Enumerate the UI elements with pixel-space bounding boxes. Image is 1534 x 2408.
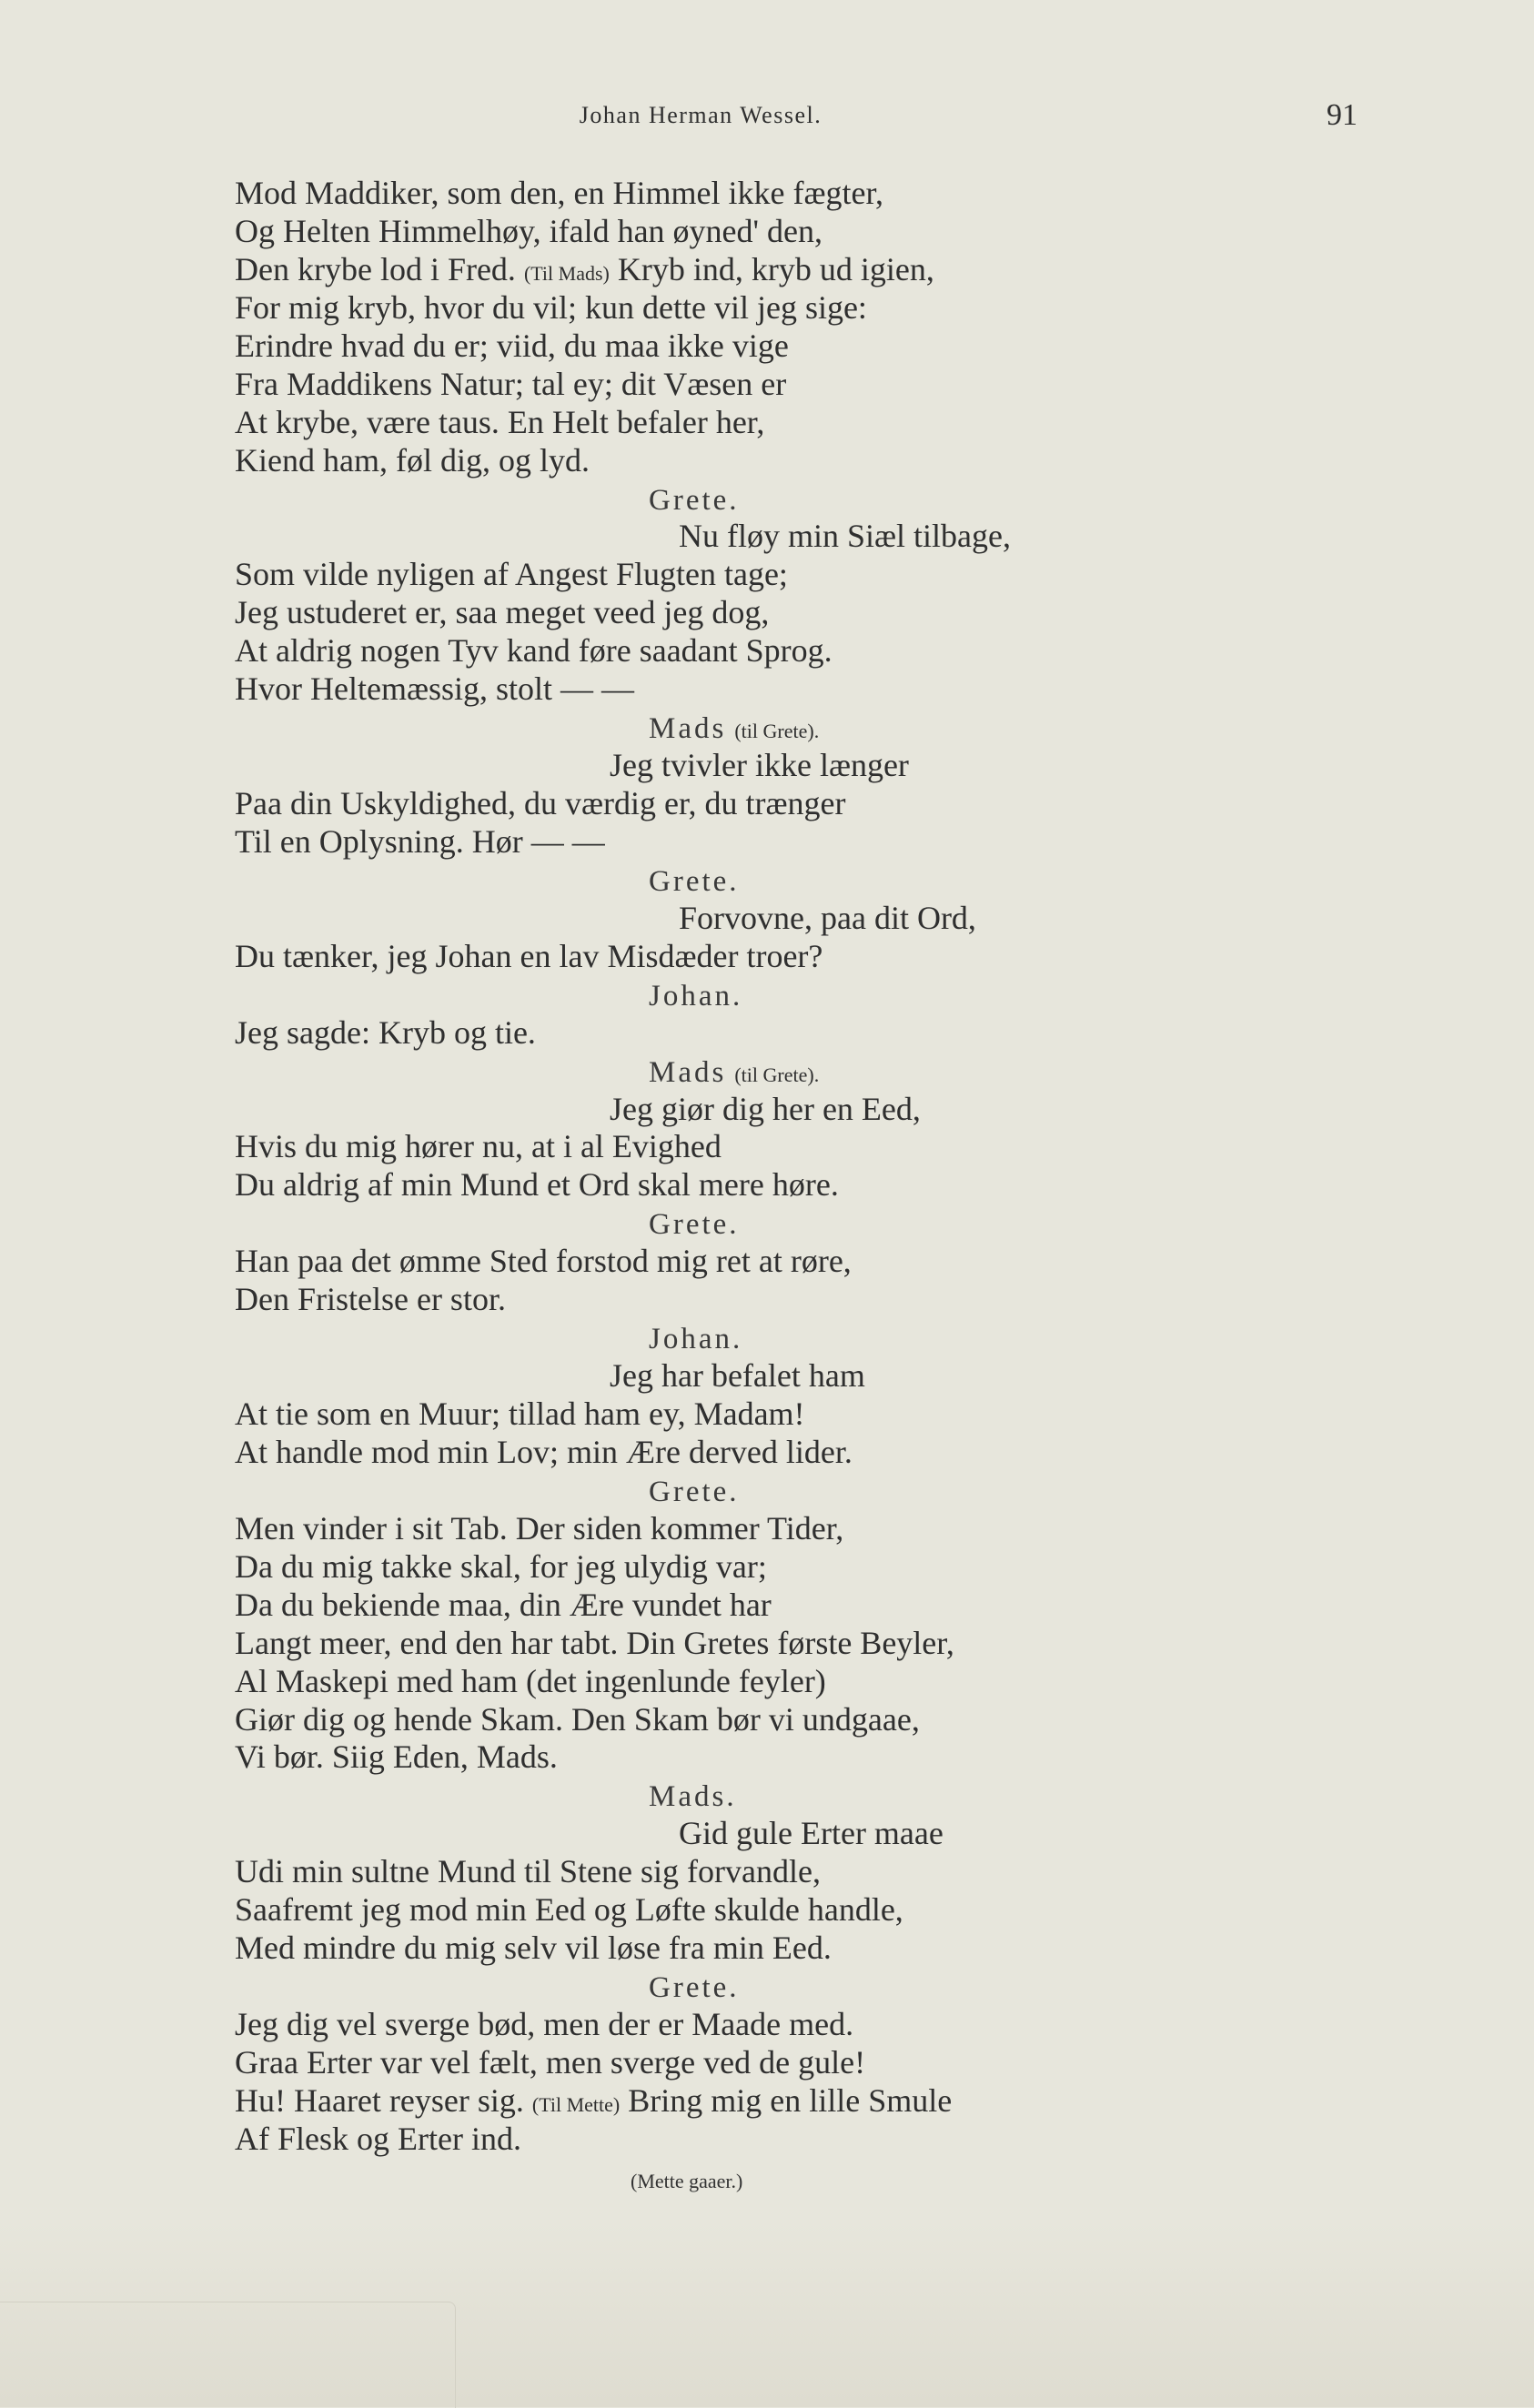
verse-text: Udi min sultne Mund til Stene sig forvandle, [235,1853,821,1890]
speaker-name: Grete. [649,1475,740,1508]
verse-line [235,747,1509,785]
play-text [235,175,1509,2197]
stage-direction-line [235,2159,1509,2197]
verse-text: Med mindre du mig selv vil løse fra min Eed. [235,1929,832,1967]
verse-text: Du aldrig af min Mund et Ord skal mere høre. [235,1166,839,1204]
verse-text: Hu! Haaret reyser sig. [235,2081,532,2119]
verse-text: Giør dig og hende Skam. Den Skam bør vi undgaae, [235,1700,920,1738]
page-fold-edge [0,2302,456,2408]
verse-line [235,2006,1509,2044]
verse-line [235,2082,1509,2121]
verse-line [235,213,1509,251]
verse-text: Mod Maddiker, som den, en Himmel ikke fægter, [235,175,883,211]
speaker-heading [235,976,1509,1014]
verse-line [235,1587,1509,1625]
verse-line [235,366,1509,404]
verse-text: Bring mig en lille Smule [620,2081,953,2119]
verse-line [235,900,1509,938]
verse-text: Graa Erter var vel fælt, men sverge ved de gule! [235,2043,866,2081]
speaker-heading [235,861,1509,900]
verse-text: At handle mod min Lov; min Ære derved lider. [235,1433,853,1470]
verse-text: Den Fristelse er stor. [235,1281,506,1318]
speaker-name: Grete. [649,1208,740,1242]
verse-text: Langt meer, end den har tabt. Din Gretes første Beyler, [235,1624,954,1661]
verse-line [235,1434,1509,1472]
verse-line [235,1853,1509,1891]
verse-text: Gid gule Erter maae [679,1815,944,1852]
verse-text: Erindre hvad du er; viid, du maa ikke vige [235,327,789,364]
verse-line [235,1929,1509,1968]
speaker-name: Mads [649,1055,727,1089]
verse-line [235,556,1509,594]
speaker-name: Johan. [649,979,743,1013]
verse-line [235,1548,1509,1587]
running-header [0,98,1534,135]
verse-text: For mig kryb, hvor du vil; kun dette vil jeg sige: [235,288,867,326]
stage-direction: (til Grete). [734,1063,820,1086]
verse-text: Den krybe lod i Fred. [235,250,524,287]
verse-text: Jeg dig vel sverge bød, men der er Maade med. [235,2006,854,2042]
verse-line [235,1166,1509,1204]
verse-text: At tie som en Muur; tillad ham ey, Madam! [235,1395,805,1432]
verse-line [235,251,1509,289]
verse-line [235,823,1509,861]
verse-text: Vi bør. Siig Eden, Mads. [235,1738,558,1776]
verse-text: At krybe, være taus. En Helt befaler her, [235,403,765,440]
verse-line [235,175,1509,213]
verse-line [235,2044,1509,2082]
verse-text: Jeg har befalet ham [610,1357,865,1395]
speaker-heading [235,1319,1509,1357]
verse-text: Og Helten Himmelhøy, ifald han øyned' den, [235,212,823,249]
verse-text: Da du mig takke skal, for jeg ulydig var; [235,1547,767,1585]
speaker-heading [235,1968,1509,2006]
verse-line [235,938,1509,976]
verse-text: Jeg ustuderet er, saa meget veed jeg dog, [235,594,770,631]
verse-line [235,327,1509,366]
verse-text: Han paa det ømme Sted forstod mig ret at røre, [235,1243,852,1280]
verse-line [235,289,1509,327]
stage-direction: (til Grete). [734,720,820,743]
verse-text: Kiend ham, føl dig, og lyd. [235,441,590,479]
verse-text: Hvis du mig hører nu, at i al Evighed [235,1128,722,1165]
verse-line [235,594,1509,632]
verse-line [235,1891,1509,1929]
verse-line [235,1128,1509,1166]
stage-direction: (Til Mette) [531,2092,621,2116]
verse-text: Saafremt jeg mod min Eed og Løfte skulde handle, [235,1891,903,1929]
verse-text: Hvor Heltemæssig, stolt — — [235,670,634,708]
speaker-heading [235,1053,1509,1091]
stage-direction: (Mette gaaer.) [631,2169,743,2192]
verse-line [235,404,1509,442]
verse-line [235,2121,1509,2159]
verse-line [235,1663,1509,1701]
speaker-name: Grete. [649,1971,740,2005]
verse-text: Paa din Uskyldighed, du værdig er, du trænger [235,785,846,821]
verse-text: Du tænker, jeg Johan en lav Misdæder troer? [235,937,823,974]
verse-line [235,1738,1509,1777]
speaker-name: Johan. [649,1323,743,1356]
verse-line [235,1815,1509,1853]
verse-line [235,1701,1509,1739]
verse-text: Al Maskepi med ham (det ingenlunde feyler) [235,1662,826,1699]
verse-line [235,632,1509,670]
verse-line [235,1625,1509,1663]
verse-text: Men vinder i sit Tab. Der siden kommer Tider, [235,1509,844,1547]
verse-line [235,1243,1509,1281]
verse-text: At aldrig nogen Tyv kand føre saadant Sprog. [235,632,833,670]
speaker-heading [235,709,1509,747]
verse-line [235,1395,1509,1434]
verse-text: Til en Oplysning. Hør — — [235,822,605,860]
verse-text: Som vilde nyligen af Angest Flugten tage; [235,556,788,593]
speaker-heading [235,1204,1509,1243]
verse-line [235,1510,1509,1548]
verse-text: Forvovne, paa dit Ord, [679,899,976,936]
verse-line [235,1281,1509,1319]
speaker-heading [235,480,1509,519]
speaker-name: Mads [649,712,727,746]
verse-line [235,1357,1509,1395]
verse-line [235,1091,1509,1129]
verse-text: Jeg sagde: Kryb og tie. [235,1013,536,1051]
verse-line [235,670,1509,709]
speaker-heading [235,1472,1509,1510]
verse-text: Af Flesk og Erter ind. [235,2120,521,2157]
page-number: 91 [1327,98,1357,132]
verse-text: Nu fløy min Siæl tilbage, [679,518,1011,555]
verse-text: Fra Maddikens Natur; tal ey; dit Væsen er [235,365,787,402]
verse-line [235,518,1509,556]
stage-direction: (Til Mads) [523,261,610,285]
verse-text: Da du bekiende maa, din Ære vundet har [235,1586,772,1623]
speaker-heading [235,1777,1509,1815]
verse-line [235,1014,1509,1053]
speaker-name: Mads. [649,1780,737,1814]
header-title: Johan Herman Wessel. [579,102,823,128]
verse-text: Jeg tvivler ikke længer [610,747,909,784]
verse-line [235,442,1509,480]
verse-text: Jeg giør dig her en Eed, [610,1090,921,1127]
speaker-name: Grete. [649,483,740,517]
verse-text: Kryb ind, kryb ud igien, [609,250,934,287]
speaker-name: Grete. [649,864,740,898]
verse-line [235,785,1509,823]
